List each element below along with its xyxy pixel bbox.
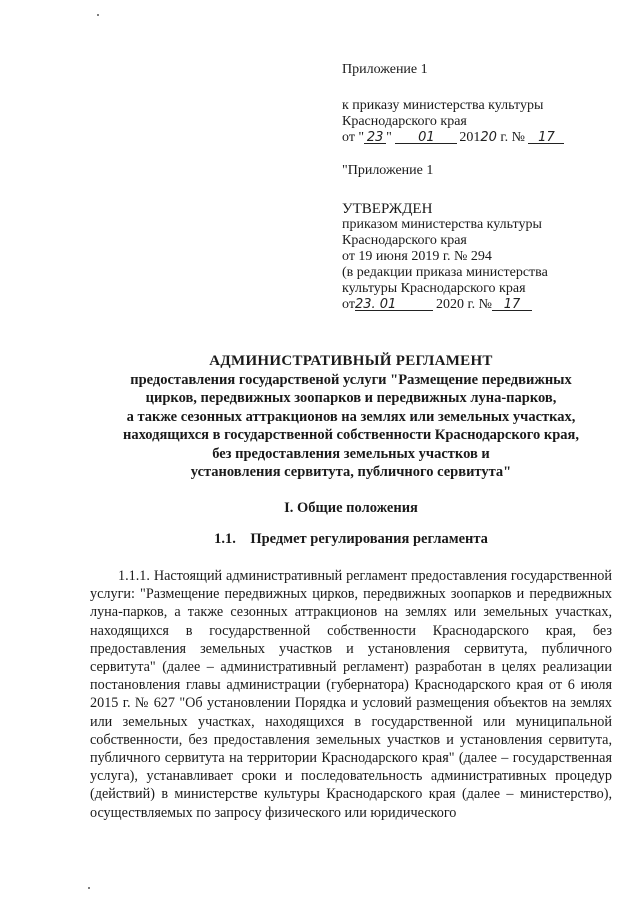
title-line-2: цирков, передвижных зоопарков и передвижных луна-парков,	[145, 390, 557, 406]
section-heading: I. Общие положения	[284, 500, 418, 516]
title-main: АДМИНИСТРАТИВНЫЙ РЕГЛАМЕНТ	[209, 353, 493, 369]
approved-line-4: (в редакции приказа министерства	[342, 265, 548, 280]
annex-block	[342, 62, 602, 78]
handwritten-year: 20	[480, 130, 497, 145]
quoted-annex-title: "Приложение 1	[342, 163, 434, 178]
handwritten-month: 01	[395, 130, 457, 144]
handwritten-number: 17	[528, 130, 564, 144]
handwritten-day: 23	[364, 130, 386, 144]
scan-mark-bottom	[88, 887, 90, 889]
handwritten-edition-date: 23. 01	[355, 297, 433, 311]
edition-date-line	[342, 297, 602, 313]
handwritten-edition-number: 17	[492, 297, 532, 311]
edition-year: 2020 г. №	[435, 297, 492, 312]
title-line-4: находящихся в государственной собственности Краснодарского края,	[122, 427, 579, 443]
order-reference	[342, 98, 602, 146]
body-paragraph	[90, 567, 612, 822]
title-line-3: а также сезонных аттракционов на землях или земельных участках,	[126, 408, 576, 425]
approved-line-2: Краснодарского края	[342, 233, 467, 248]
number-prefix: г. №	[496, 130, 529, 145]
quoted-annex	[342, 163, 602, 179]
approval-block	[342, 201, 602, 313]
title-line-5: без предоставления земельных участков и	[212, 445, 490, 462]
approved-line-3: от 19 июня 2019 г. № 294	[342, 249, 492, 264]
date-mid: "	[386, 130, 396, 145]
year-printed: 201	[459, 130, 481, 145]
subsection-heading: 1.1. Предмет регулирования регламента	[214, 531, 488, 547]
regulation-title	[90, 352, 612, 482]
annex-title: Приложение 1	[342, 62, 428, 77]
order-date-line	[342, 130, 602, 146]
order-line-1: к приказу министерства культуры	[342, 98, 544, 113]
date-prefix: от "	[342, 130, 365, 145]
edition-prefix: от	[342, 297, 355, 312]
approved-line-5: культуры Краснодарского края	[342, 281, 526, 296]
paragraph-1-1-1: 1.1.1. Настоящий административный регламент предоставления государственной услуги: "Размещение передвижных цирков, передвижных зоопарков и передвижных луна-парков, а также сезонных аттракционов на землях или земельных участках, находящихся в государственной собственности Краснодарского края, без предоставления земельных участков и установления сервитута, публичного сервитута" (далее – административный регламент) разработан в целях реализации постановления главы администрации (губернатора) Краснодарского края от 6 июля 2015 г. № 627 "Об установлении Порядка и условий размещения объектов на землях или земельных участках, находящихся в государственной или муниципальной собственности, без предоставления земельных участков и установления сервитута, публичного сервитута на территории Краснодарского края" (далее – государственная услуга), устанавливает сроки и последовательность административных процедур (действий) в министерстве культуры Краснодарского края (далее – министерство), осуществляемых по запросу физического или юридического	[90, 568, 612, 821]
scan-mark-top	[97, 14, 99, 16]
approved-heading: УТВЕРЖДЕН	[342, 201, 433, 217]
order-line-2: Краснодарского края	[342, 114, 467, 129]
approved-line-1: приказом министерства культуры	[342, 217, 542, 232]
title-line-1: предоставления государственой услуги "Размещение передвижных	[130, 371, 572, 388]
title-line-6: установления сервитута, публичного сервитута"	[190, 464, 512, 480]
